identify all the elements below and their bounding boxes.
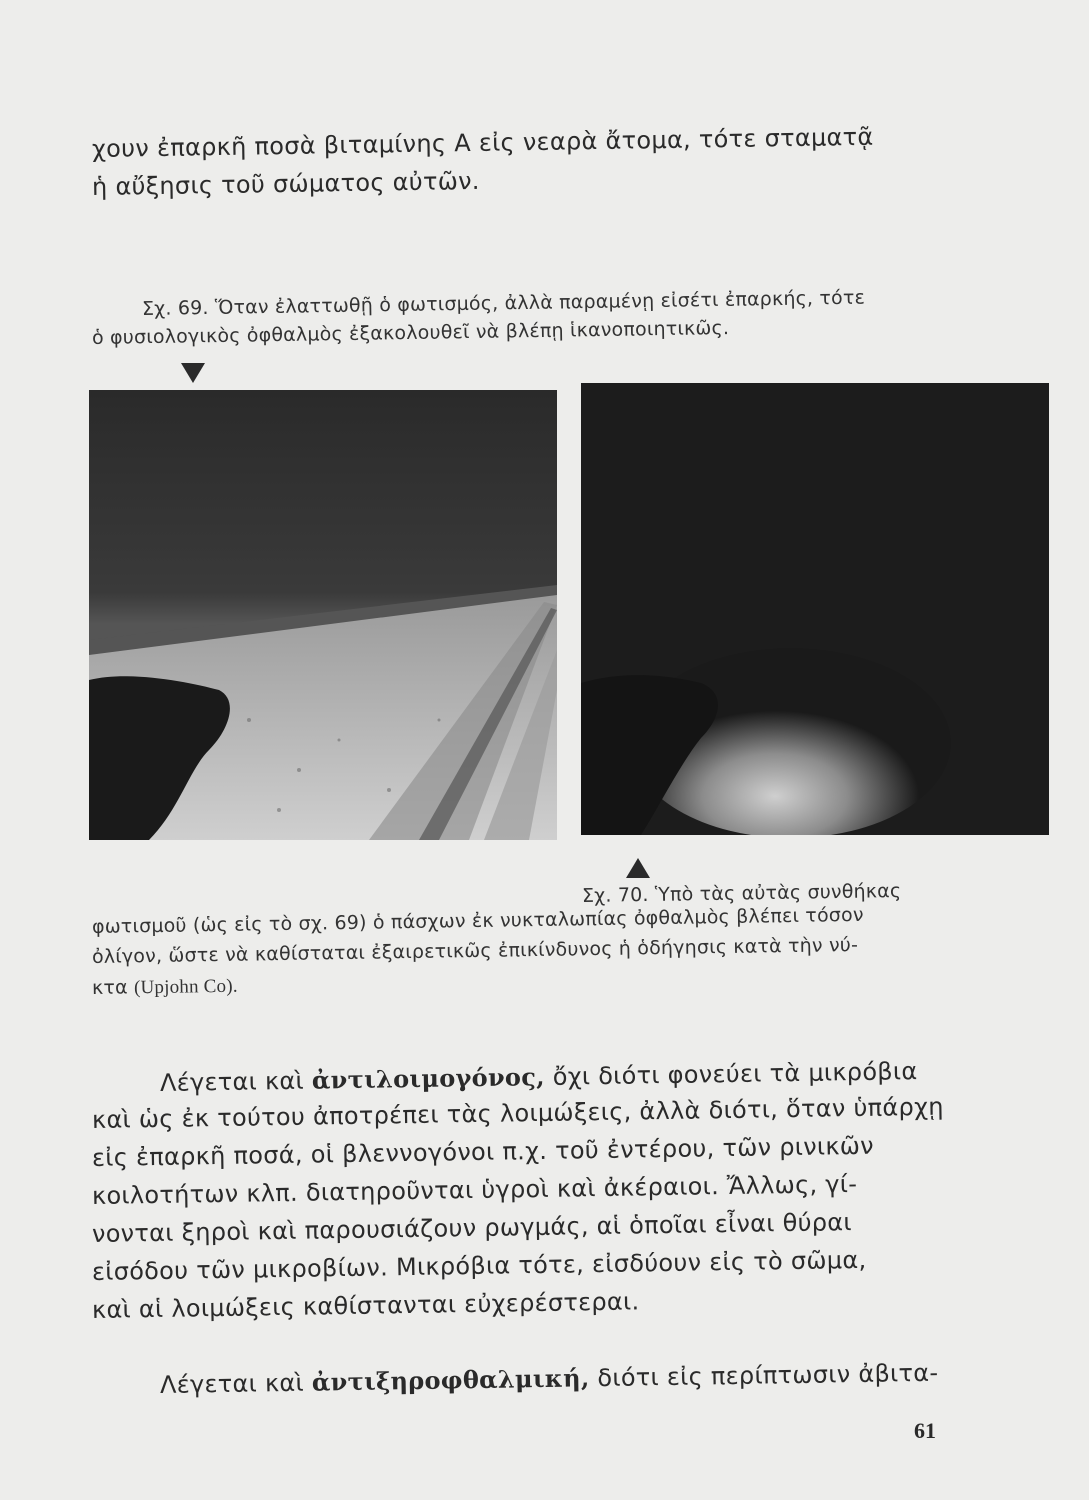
body-text: ὄχι διότι φονεύει τὰ μικρόβια [552, 1057, 918, 1091]
keyword-antixirofthalmiki: ἀντιξηροφθαλμική, [311, 1363, 590, 1397]
figure-69-caption-line: ὁ φυσιολογικὸς ὀφθαλμὸς ἐξακολουθεῖ νὰ βλέπῃ ἱκανοποιητικῶς. [91, 316, 730, 349]
figure-69-caption-line: Σχ. 69. Ὅταν ἐλαττωθῇ ὁ φωτισμός, ἀλλὰ παραμένῃ εἰσέτι ἐπαρκής, τότε [141, 286, 866, 320]
body-text: διότι εἰς περίπτωσιν ἀβιτα- [597, 1358, 939, 1393]
body-text-line: εἰσόδου τῶν μικροβίων. Μικρόβια τότε, εἰσδύουν εἰς τὸ σῶμα, [91, 1245, 867, 1286]
keyword-antiloimogonos: ἀντιλοιμογόνος, [311, 1061, 545, 1095]
figure-69-photo [89, 390, 557, 840]
figure-70-marker-up-icon [626, 858, 650, 878]
figure-69-marker-down-icon [181, 363, 205, 383]
body-text-line: ἡ αὔξησις τοῦ σώματος αὐτῶν. [91, 166, 480, 201]
caption-source: (Upjohn Co). [133, 975, 238, 999]
body-text-line: καὶ αἱ λοιμώξεις καθίστανται εὐχερέστεραι. [91, 1287, 640, 1324]
figure-70-caption-line: Σχ. 70. Ὑπὸ τὰς αὐτὰς συνθήκας [581, 879, 902, 907]
body-text-line: χουν ἐπαρκῆ ποσὰ βιταμίνης Α εἰς νεαρὰ ἄτομα, τότε σταματᾷ [91, 122, 874, 163]
body-text: Λέγεται καὶ [159, 1368, 305, 1399]
body-text: Λέγεται καὶ [159, 1066, 305, 1097]
figure-70-caption-line: φωτισμοῦ (ὡς εἰς τὸ σχ. 69) ὁ πάσχων ἐκ νυκταλωπίας ὀφθαλμὸς βλέπει τόσον [91, 903, 864, 938]
body-text-line [160, 1358, 939, 1399]
body-text-line: καὶ ὡς ἐκ τούτου ἀποτρέπει τὰς λοιμώξεις, ἀλλὰ διότι, ὅταν ὑπάρχῃ [91, 1092, 944, 1134]
night-road-dark-image [581, 383, 1049, 835]
figure-70-photo [581, 383, 1049, 835]
body-text-line: νονται ξηροὶ καὶ παρουσιάζουν ρωγμάς, αἱ ὁποῖαι εἶναι θύραι [91, 1208, 853, 1248]
body-text-line [160, 1056, 918, 1097]
night-road-snow-image [89, 390, 557, 840]
body-text-line: κοιλοτήτων κλπ. διατηροῦνται ὑγροὶ καὶ ἀκέραιοι. Ἄλλως, γί- [91, 1169, 858, 1210]
figure-70-caption-line: ὀλίγον, ὥστε νὰ καθίσταται ἐξαιρετικῶς ἐπικίνδυνος ἡ ὁδήγησις κατὰ τὴν νύ- [91, 933, 859, 968]
body-text-line: εἰς ἐπαρκῆ ποσά, οἱ βλεννογόνοι π.χ. τοῦ ἐντέρου, τῶν ρινικῶν [91, 1131, 875, 1172]
page-number: 61 [914, 1418, 936, 1443]
figure-70-caption-line [92, 975, 238, 1000]
caption-text: κτα [91, 976, 128, 999]
